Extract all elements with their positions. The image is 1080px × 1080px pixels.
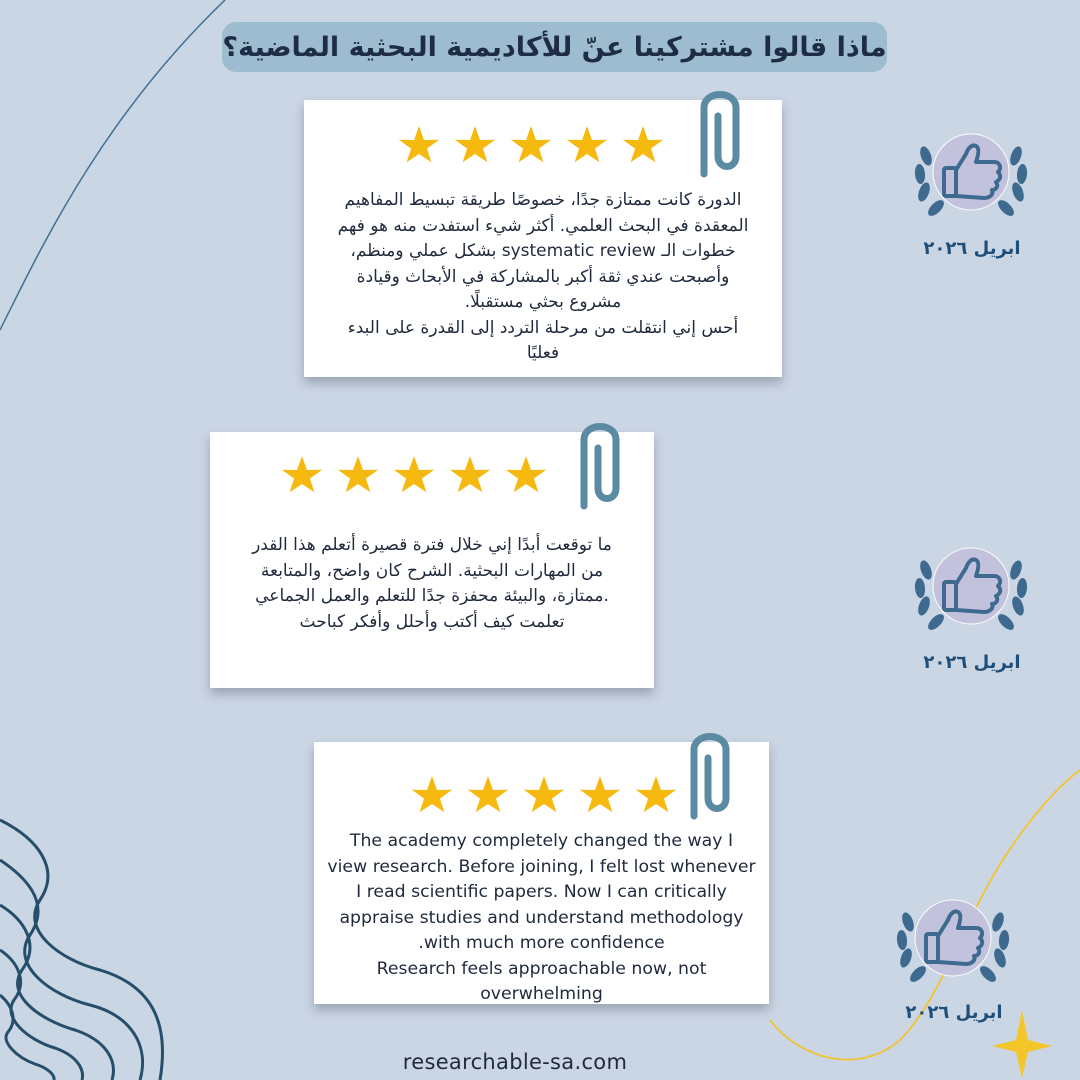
top-arc-line	[0, 0, 225, 330]
star-icon	[393, 456, 435, 496]
wavy-lines	[0, 820, 163, 1080]
review-line: I read scientific papers. Now I can critically	[356, 882, 727, 902]
thumbs-up-laurel-icon	[906, 532, 1036, 642]
star-icon	[454, 126, 496, 166]
review-text-2	[214, 533, 650, 635]
star-icon	[523, 776, 565, 816]
rating-stars-3	[411, 776, 677, 816]
star-icon	[566, 126, 608, 166]
star-icon	[579, 776, 621, 816]
paperclip-icon	[680, 728, 740, 828]
thumbs-up-laurel-icon	[906, 118, 1036, 228]
review-line: .with much more confidence	[418, 933, 665, 953]
review-date-1: ابريل ٢٠٢٦	[923, 238, 1021, 259]
review-line: تعلمت كيف أكتب وأحلل وأفكر كباحث	[299, 611, 565, 632]
review-line: view research. Before joining, I felt lost whenever	[327, 856, 756, 877]
star-icon	[398, 126, 440, 166]
star-icon	[510, 126, 552, 166]
review-line: فعليًا	[526, 343, 560, 363]
review-date-3: ابريل ٢٠٢٦	[905, 1002, 1003, 1023]
review-line: مشروع بحثي مستقبلًا.	[464, 292, 622, 312]
star-icon	[622, 126, 664, 166]
page-title: ماذا قالوا مشتركينا عنّ للأكاديمية البحثية الماضية؟	[222, 22, 887, 72]
paperclip-icon	[570, 418, 630, 518]
star-icon	[449, 456, 491, 496]
thumbs-up-laurel-icon	[888, 884, 1018, 994]
review-date-2: ابريل ٢٠٢٦	[923, 652, 1021, 673]
review-text-3	[318, 829, 765, 1008]
rating-stars-2	[281, 456, 547, 496]
review-line: appraise studies and understand methodology	[339, 907, 744, 928]
review-line: المعقدة في البحث العلمي. أكثر شيء استفدت منه هو فهم	[337, 215, 749, 236]
review-line: خطوات الـ systematic review بشكل عملي ومنظم،	[350, 241, 736, 261]
review-line: Research feels approachable now, not	[376, 958, 707, 979]
review-line: وأصبحت عندي ثقة أكبر بالمشاركة في الأبحاث وقيادة	[356, 266, 730, 287]
review-line: أحس إني انتقلت من مرحلة التردد إلى القدرة على البدء	[347, 317, 739, 338]
star-icon	[505, 456, 547, 496]
star-icon	[635, 776, 677, 816]
star-icon	[411, 776, 453, 816]
website-link[interactable]: researchable-sa.com	[402, 1050, 628, 1074]
rating-stars-1	[398, 126, 664, 166]
paperclip-icon	[690, 86, 750, 186]
review-line: ما توقعت أبدًا إني خلال فترة قصيرة أتعلم هذا القدر	[252, 535, 612, 555]
star-icon	[467, 776, 509, 816]
review-line: الدورة كانت ممتازة جدًا، خصوصًا طريقة تبسيط المفاهيم	[344, 190, 742, 210]
review-line: من المهارات البحثية. الشرح كان واضح، والمتابعة	[260, 560, 604, 581]
review-line: .ممتازة، والبيئة محفزة جدًا للتعلم والعمل الجماعي	[255, 586, 609, 606]
star-icon	[281, 456, 323, 496]
review-text-1	[309, 188, 777, 367]
review-line: The academy completely changed the way I	[349, 831, 734, 851]
review-line: overwhelming	[480, 984, 603, 1004]
star-icon	[337, 456, 379, 496]
